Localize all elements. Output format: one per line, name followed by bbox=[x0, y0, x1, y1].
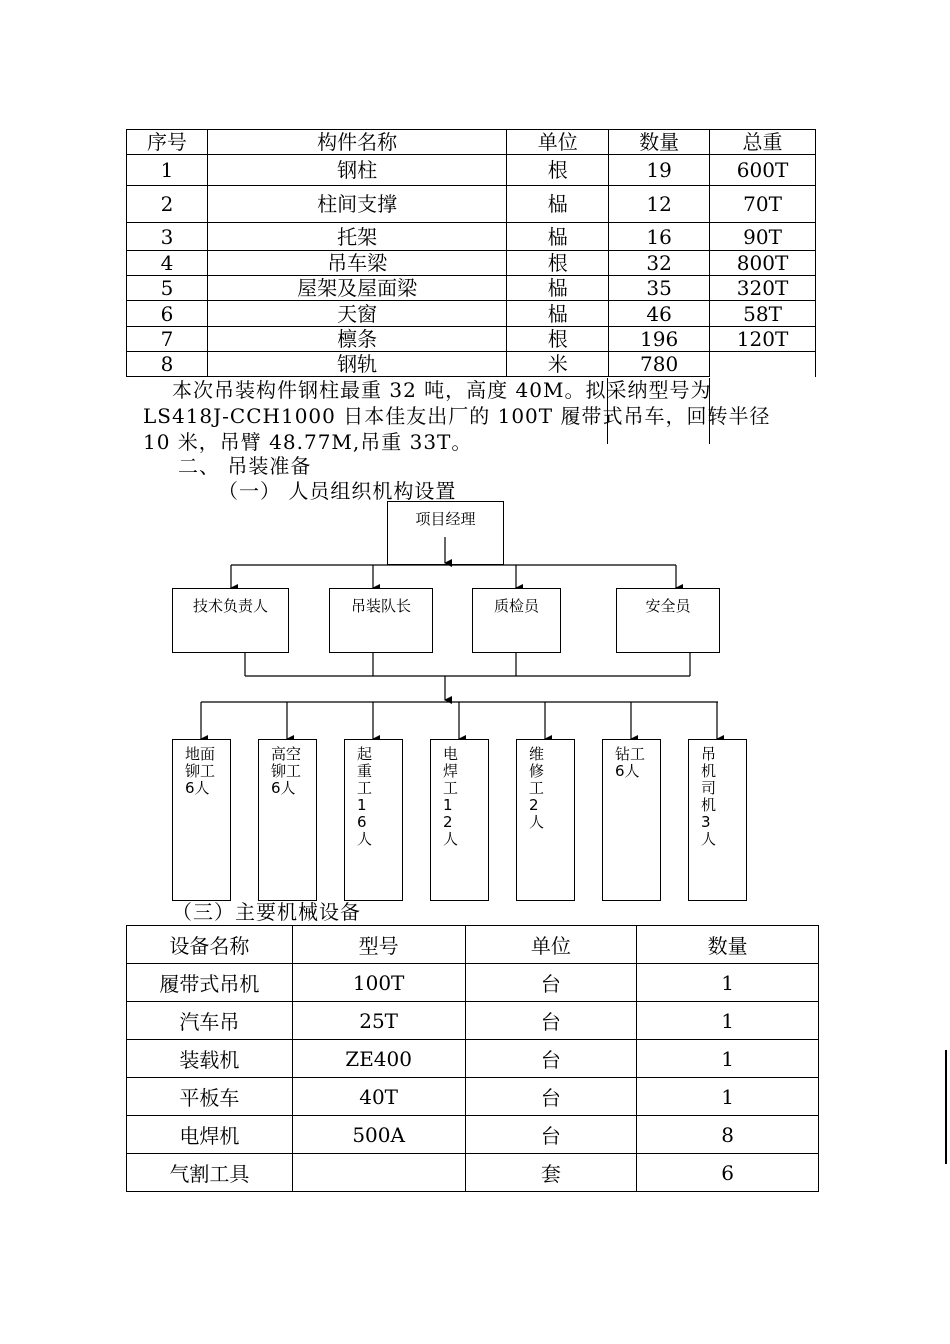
org-box-technical-lead bbox=[172, 588, 289, 653]
org-label: 起重工16人 bbox=[357, 745, 373, 848]
table-cell bbox=[292, 1154, 465, 1192]
table-cell: ZE400 bbox=[292, 1040, 465, 1078]
org-label: 吊装队长 bbox=[350, 597, 411, 615]
table-cell: 榀 bbox=[507, 223, 609, 251]
table-cell: 32 bbox=[609, 251, 710, 276]
table-cell: 8 bbox=[637, 1116, 819, 1154]
paragraph-line: 本次吊装构件钢柱最重 32 吨，高度 40M。拟采纳型号为 bbox=[172, 378, 712, 402]
table-cell: 120T bbox=[710, 327, 816, 352]
org-label: 质检员 bbox=[493, 597, 539, 615]
margin-line bbox=[945, 1050, 947, 1164]
subsection-heading: （一） 人员组织机构设置 bbox=[218, 479, 457, 503]
table-cell: 7 bbox=[127, 327, 208, 352]
table-cell: 钢柱 bbox=[207, 155, 506, 186]
table-row bbox=[127, 1002, 819, 1040]
subsection-heading: （三）主要机械设备 bbox=[172, 900, 361, 924]
org-label: 高空铆工6人 bbox=[271, 745, 302, 797]
org-box-driller bbox=[602, 739, 661, 901]
table-cell: 25T bbox=[292, 1002, 465, 1040]
table-cell: 6 bbox=[127, 301, 208, 327]
table-cell: 58T bbox=[710, 301, 816, 327]
org-box-ground-riveter bbox=[172, 739, 231, 901]
org-box-crane-operator bbox=[688, 739, 747, 901]
table-cell: 196 bbox=[609, 327, 710, 352]
org-box-repairman bbox=[516, 739, 575, 901]
org-box-hoisting-captain bbox=[329, 588, 433, 653]
table-row bbox=[127, 1078, 819, 1116]
org-label: 吊机司机3人 bbox=[701, 745, 717, 848]
table-row bbox=[127, 964, 819, 1002]
header-cell: 数量 bbox=[609, 130, 710, 155]
table-cell: 1 bbox=[637, 1078, 819, 1116]
table-cell: 米 bbox=[507, 352, 609, 377]
org-label: 安全员 bbox=[645, 597, 691, 615]
table-cell: 320T bbox=[710, 276, 816, 301]
table-cell: 800T bbox=[710, 251, 816, 276]
table-cell: 16 bbox=[609, 223, 710, 251]
table-cell: 12 bbox=[609, 186, 710, 223]
table-cell: 70T bbox=[710, 186, 816, 223]
table-cell: 台 bbox=[465, 1002, 637, 1040]
header-cell: 序号 bbox=[127, 130, 208, 155]
table-cell: 1 bbox=[127, 155, 208, 186]
table-cell: 套 bbox=[465, 1154, 637, 1192]
section-heading: 二、 吊装准备 bbox=[178, 454, 312, 478]
table-cell: 100T bbox=[292, 964, 465, 1002]
table-cell: 500A bbox=[292, 1116, 465, 1154]
table-cell: 台 bbox=[465, 964, 637, 1002]
table-cell: 钢轨 bbox=[207, 352, 506, 377]
table-cell: 汽车吊 bbox=[127, 1002, 293, 1040]
table-cell: 装载机 bbox=[127, 1040, 293, 1078]
table-cell: 1 bbox=[637, 964, 819, 1002]
table-cell: 19 bbox=[609, 155, 710, 186]
table-cell: 电焊机 bbox=[127, 1116, 293, 1154]
org-label: 项目经理 bbox=[415, 510, 476, 528]
table-cell: 榀 bbox=[507, 301, 609, 327]
org-box-welder bbox=[430, 739, 489, 901]
table-row bbox=[127, 1154, 819, 1192]
org-label: 技术负责人 bbox=[192, 597, 268, 615]
paragraph-line: 10 米，吊臂 48.77M,吊重 33T。 bbox=[143, 430, 473, 454]
table-cell: 根 bbox=[507, 251, 609, 276]
table-cell: 吊车梁 bbox=[207, 251, 506, 276]
header-cell: 型号 bbox=[292, 926, 465, 964]
table-cell: 780 bbox=[609, 352, 710, 377]
org-box-project-manager bbox=[387, 501, 504, 565]
table-cell: 90T bbox=[710, 223, 816, 251]
table-cell: 1 bbox=[637, 1002, 819, 1040]
table-cell: 46 bbox=[609, 301, 710, 327]
org-label: 电焊工12人 bbox=[443, 745, 459, 848]
table-cell: 2 bbox=[127, 186, 208, 223]
table-cell: 35 bbox=[609, 276, 710, 301]
table-cell: 4 bbox=[127, 251, 208, 276]
table-cell: 屋架及屋面梁 bbox=[207, 276, 506, 301]
header-cell: 设备名称 bbox=[127, 926, 293, 964]
org-box-rigger bbox=[344, 739, 403, 901]
table-cell: 台 bbox=[465, 1116, 637, 1154]
org-box-high-riveter bbox=[258, 739, 317, 901]
org-box-quality-inspector bbox=[472, 588, 561, 653]
table-cell: 台 bbox=[465, 1078, 637, 1116]
table-cell: 台 bbox=[465, 1040, 637, 1078]
header-cell: 总重 bbox=[710, 130, 816, 155]
table-cell: 600T bbox=[710, 155, 816, 186]
table-row bbox=[127, 1116, 819, 1154]
table-cell: 根 bbox=[507, 327, 609, 352]
paragraph-line: LS418J-CCH1000 日本佳友出厂的 100T 履带式吊车，回转半径 bbox=[143, 404, 771, 428]
header-cell: 构件名称 bbox=[207, 130, 506, 155]
table-cell: 柱间支撑 bbox=[207, 186, 506, 223]
table-header-row bbox=[127, 926, 819, 964]
org-label: 钻工6人 bbox=[615, 745, 646, 780]
equipment-table bbox=[126, 925, 819, 1192]
table-cell: 5 bbox=[127, 276, 208, 301]
org-box-safety-officer bbox=[616, 588, 720, 653]
table-cell: 平板车 bbox=[127, 1078, 293, 1116]
table-cell: 40T bbox=[292, 1078, 465, 1116]
table-cell: 6 bbox=[637, 1154, 819, 1192]
org-label: 地面铆工6人 bbox=[185, 745, 216, 797]
table-cell: 榀 bbox=[507, 186, 609, 223]
table-cell: 托架 bbox=[207, 223, 506, 251]
header-cell: 数量 bbox=[637, 926, 819, 964]
table-cell: 气割工具 bbox=[127, 1154, 293, 1192]
header-cell: 单位 bbox=[507, 130, 609, 155]
table-cell: 履带式吊机 bbox=[127, 964, 293, 1002]
table-cell: 3 bbox=[127, 223, 208, 251]
table-cell: 1 bbox=[637, 1040, 819, 1078]
table-cell: 檩条 bbox=[207, 327, 506, 352]
table-cell: 根 bbox=[507, 155, 609, 186]
table-cell: 天窗 bbox=[207, 301, 506, 327]
org-label: 维修工2人 bbox=[529, 745, 545, 831]
table-cell: 榀 bbox=[507, 276, 609, 301]
header-cell: 单位 bbox=[465, 926, 637, 964]
table-cell: 8 bbox=[127, 352, 208, 377]
table-row bbox=[127, 1040, 819, 1078]
